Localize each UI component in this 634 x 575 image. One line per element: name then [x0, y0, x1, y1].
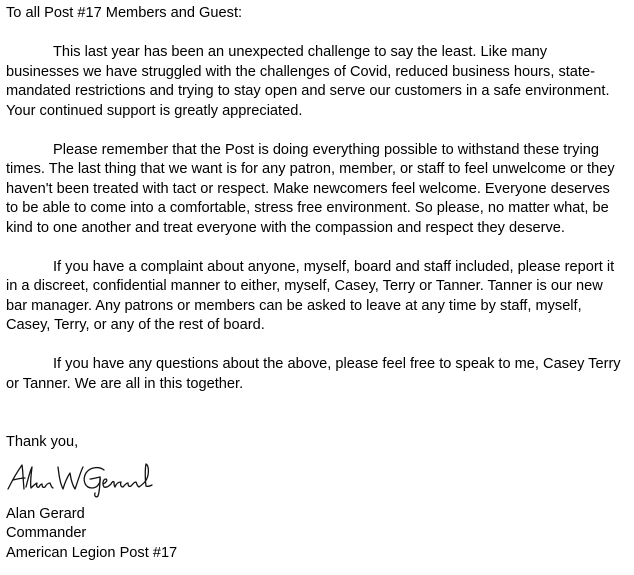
paragraph-line: times. The last thing that we want is for any patron, member, or staff to feel unwelcome or they — [6, 161, 615, 177]
paragraph-line: haven't been treated with tact or respect. Make newcomers feel welcome. Everyone deserves — [6, 180, 610, 197]
paragraph-line: Please remember that the Post is doing everything possible to withstand these trying — [53, 141, 599, 158]
paragraph-2 — [6, 141, 632, 239]
signature-image — [6, 459, 176, 499]
closing: Thank you, — [6, 434, 79, 450]
paragraph-line: If you have any questions about the above, please feel free to speak to me, Casey Terry — [53, 356, 621, 372]
paragraph-3 — [6, 258, 632, 336]
paragraph-line: Your continued support is greatly appreciated. — [6, 102, 303, 119]
paragraph-4 — [6, 355, 632, 394]
paragraph-line: to be able to come into a comfortable, stress free environment. So please, no matter what, be — [6, 200, 609, 216]
letter — [6, 0, 632, 563]
paragraph-line: or Tanner. We are all in this together. — [6, 375, 244, 392]
paragraph-line: This last year has been an unexpected challenge to say the least. Like many — [53, 44, 548, 60]
paragraph-line: in a discreet, confidential manner to either, myself, Casey, Terry or Tanner. Tanner is our new — [6, 278, 603, 294]
signer-name: Alan Gerard — [6, 505, 85, 522]
paragraph-line: mandated restrictions and trying to stay open and serve our customers in a safe environment. — [6, 83, 610, 99]
paragraph-line: If you have a complaint about anyone, myself, board and staff included, please report it — [53, 258, 615, 275]
signer-organization: American Legion Post #17 — [6, 544, 178, 561]
paragraph-line: bar manager. Any patrons or members can be asked to leave at any time by staff, myself, — [6, 297, 582, 314]
signer-title: Commander — [6, 525, 87, 541]
paragraph-line: businesses we have struggled with the challenges of Covid, reduced business hours, state- — [6, 63, 595, 80]
paragraph-line: kind to one another and treat everyone with the compassion and respect they deserve. — [6, 219, 565, 236]
paragraph-line: Casey, Terry, or any of the rest of board. — [6, 317, 265, 333]
paragraph-1 — [6, 43, 632, 121]
greeting: To all Post #17 Members and Guest: — [6, 5, 243, 21]
signature-block — [6, 505, 632, 564]
handwritten-signature — [6, 459, 176, 499]
